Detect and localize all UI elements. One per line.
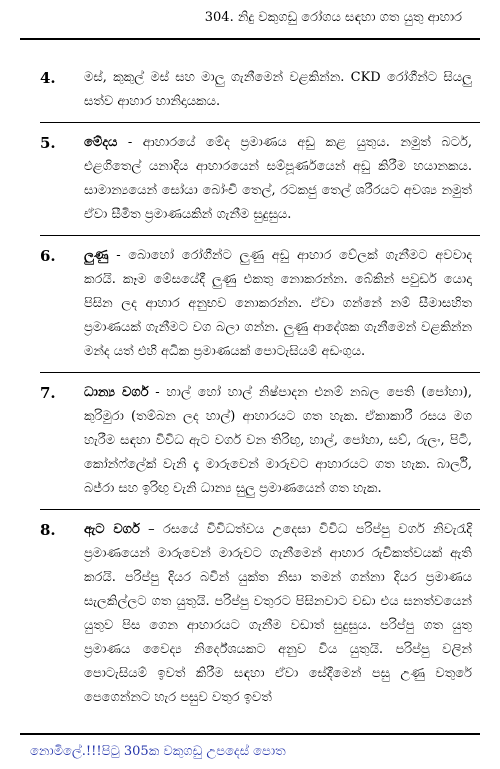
item-divider [40,122,480,123]
item-text [84,131,472,227]
page-footer: නොමිලේ.!!!පිටු 305ක වකුගඩු උපදෙස් පොත [30,744,286,759]
list-item [0,381,500,501]
header-divider [20,38,480,40]
item-divider [40,235,480,236]
item-number: 6. [40,247,56,265]
item-description: මස්, කුකුල් මස් සහ මාලු ගැනීමෙන් වළකින්න. CKD රෝගීන්ට සියලු සත්ව ආහාර හානිදායකය. [84,70,472,109]
list-item [0,131,500,227]
list-item [0,244,500,364]
footer-divider [20,733,480,735]
page-header [0,6,500,34]
item-text [84,518,472,710]
item-term: ලුණු [84,248,109,263]
item-description: - හාල් හෝ හාල් නිෂ්පාදන එනම් නබල පෙති (පෝහා), කුරිමුරා (තම්බන ලද හාල්) ආහාරයට ගත හැක. ඒකාකාරී රසය මග හැරීම සඳහා විවිධ ඇට වර්ග වන තිරිඟු, හාල්, පෝහා, සව්, රුලං, පිටි, කෝන්ෆ්ලේක් වැනි දෑ මාරුවෙන් මාරුවට ආහාරයට ගත හැක. බාර්ලි, බජ්රා සහ ඉරිඟු වැනි ධාන්‍ය සුලු ප්‍රමාණයෙන් ගත හැක. [84,385,472,496]
item-term: මේදය [84,135,118,150]
item-number: 7. [40,384,56,402]
item-term: ඇට වර්ග [84,522,140,537]
list-item [0,518,500,710]
item-text [84,244,472,364]
list-item [0,66,500,114]
item-description: - ආහාරයේ මේද ප්‍රමාණය අඩු කළ යුතුය. නමුත් බටර්, එළගිතෙල් යනාදිය ආහාරයෙන් සම්පූර්ණයෙන් අඩු කිරීම හයානකය. සාමාන්‍යයෙන් සෝයා බෝංචි තෙල්, රටකජු තෙල් ශරීරයට අවශ්‍ය නමුත් ඒවා සීමිත ප්‍රමාණයකින් ගැනීම සුදුසුය. [84,135,472,222]
document-body [0,66,500,710]
item-divider [40,509,480,510]
item-divider [40,372,480,373]
item-text [84,66,472,114]
page-title: 304. නිදු වකුගඩු රෝගය සඳහා ගත යුතු ආහාර [204,10,462,25]
item-term: ධාන්‍ය වර්ග [84,385,149,400]
item-number: 8. [40,521,56,539]
item-description: - බොහෝ රෝගීන්ට ලුණු අඩු ආහාර වේලක් ගැනීමට අවවාද කරයි. කෑම මේසයේදී ලුණු එකතු නොකරන්න. බේකින් පවුඩර් යොදා පිසින ලද ආහාර අනුභව නොකරන්න. ඒවා ගන්නේ නම් සීමාසහිත ප්‍රමාණයක් ගැනීමට වග බලා ගන්න. ලුණු ආදේශක ගැනීමෙන් වළකින්න මන්ද යත් එහි අධික ප්‍රමාණයක් පොටැසියම් අඩංගුය. [84,248,472,359]
item-text [84,381,472,501]
item-number: 5. [40,134,56,152]
item-description: – රසයේ විවිධත්වය උදෙසා විවිධ පරිප්පු වර්ග නිවැරැදි ප්‍රමාණයෙන් මාරුවෙන් මාරුවට ගැනීමෙන් ආහාර රුචිකත්වයක් ඇති කරයි. පරිප්පු දියර බවින් යුක්ත නිසා තමන් ගන්නා දියර ප්‍රමාණය සැලකිල්ලට ගත යුතුයි. පරිප්පු වතුරට පිසිනවාට වඩා එය සනත්වයෙන් යුතුව පිස ගෙන ආහාරයට ගැනීම වඩාත් සුදුසුය. පරිප්පු ගත යුතු ප්‍රමාණය වෛද්‍ය නිර්දේශයකට අනුව විය යුතුයි. පරිප්පු වලින් පොටැසියම් ඉවත් කිරීම සඳහා ඒවා සේදීමෙන් පසු උණු වතුරේ පෙගෙන්නට හැර පසුව වතුර ඉවත් [84,522,473,705]
item-number: 4. [40,69,56,87]
